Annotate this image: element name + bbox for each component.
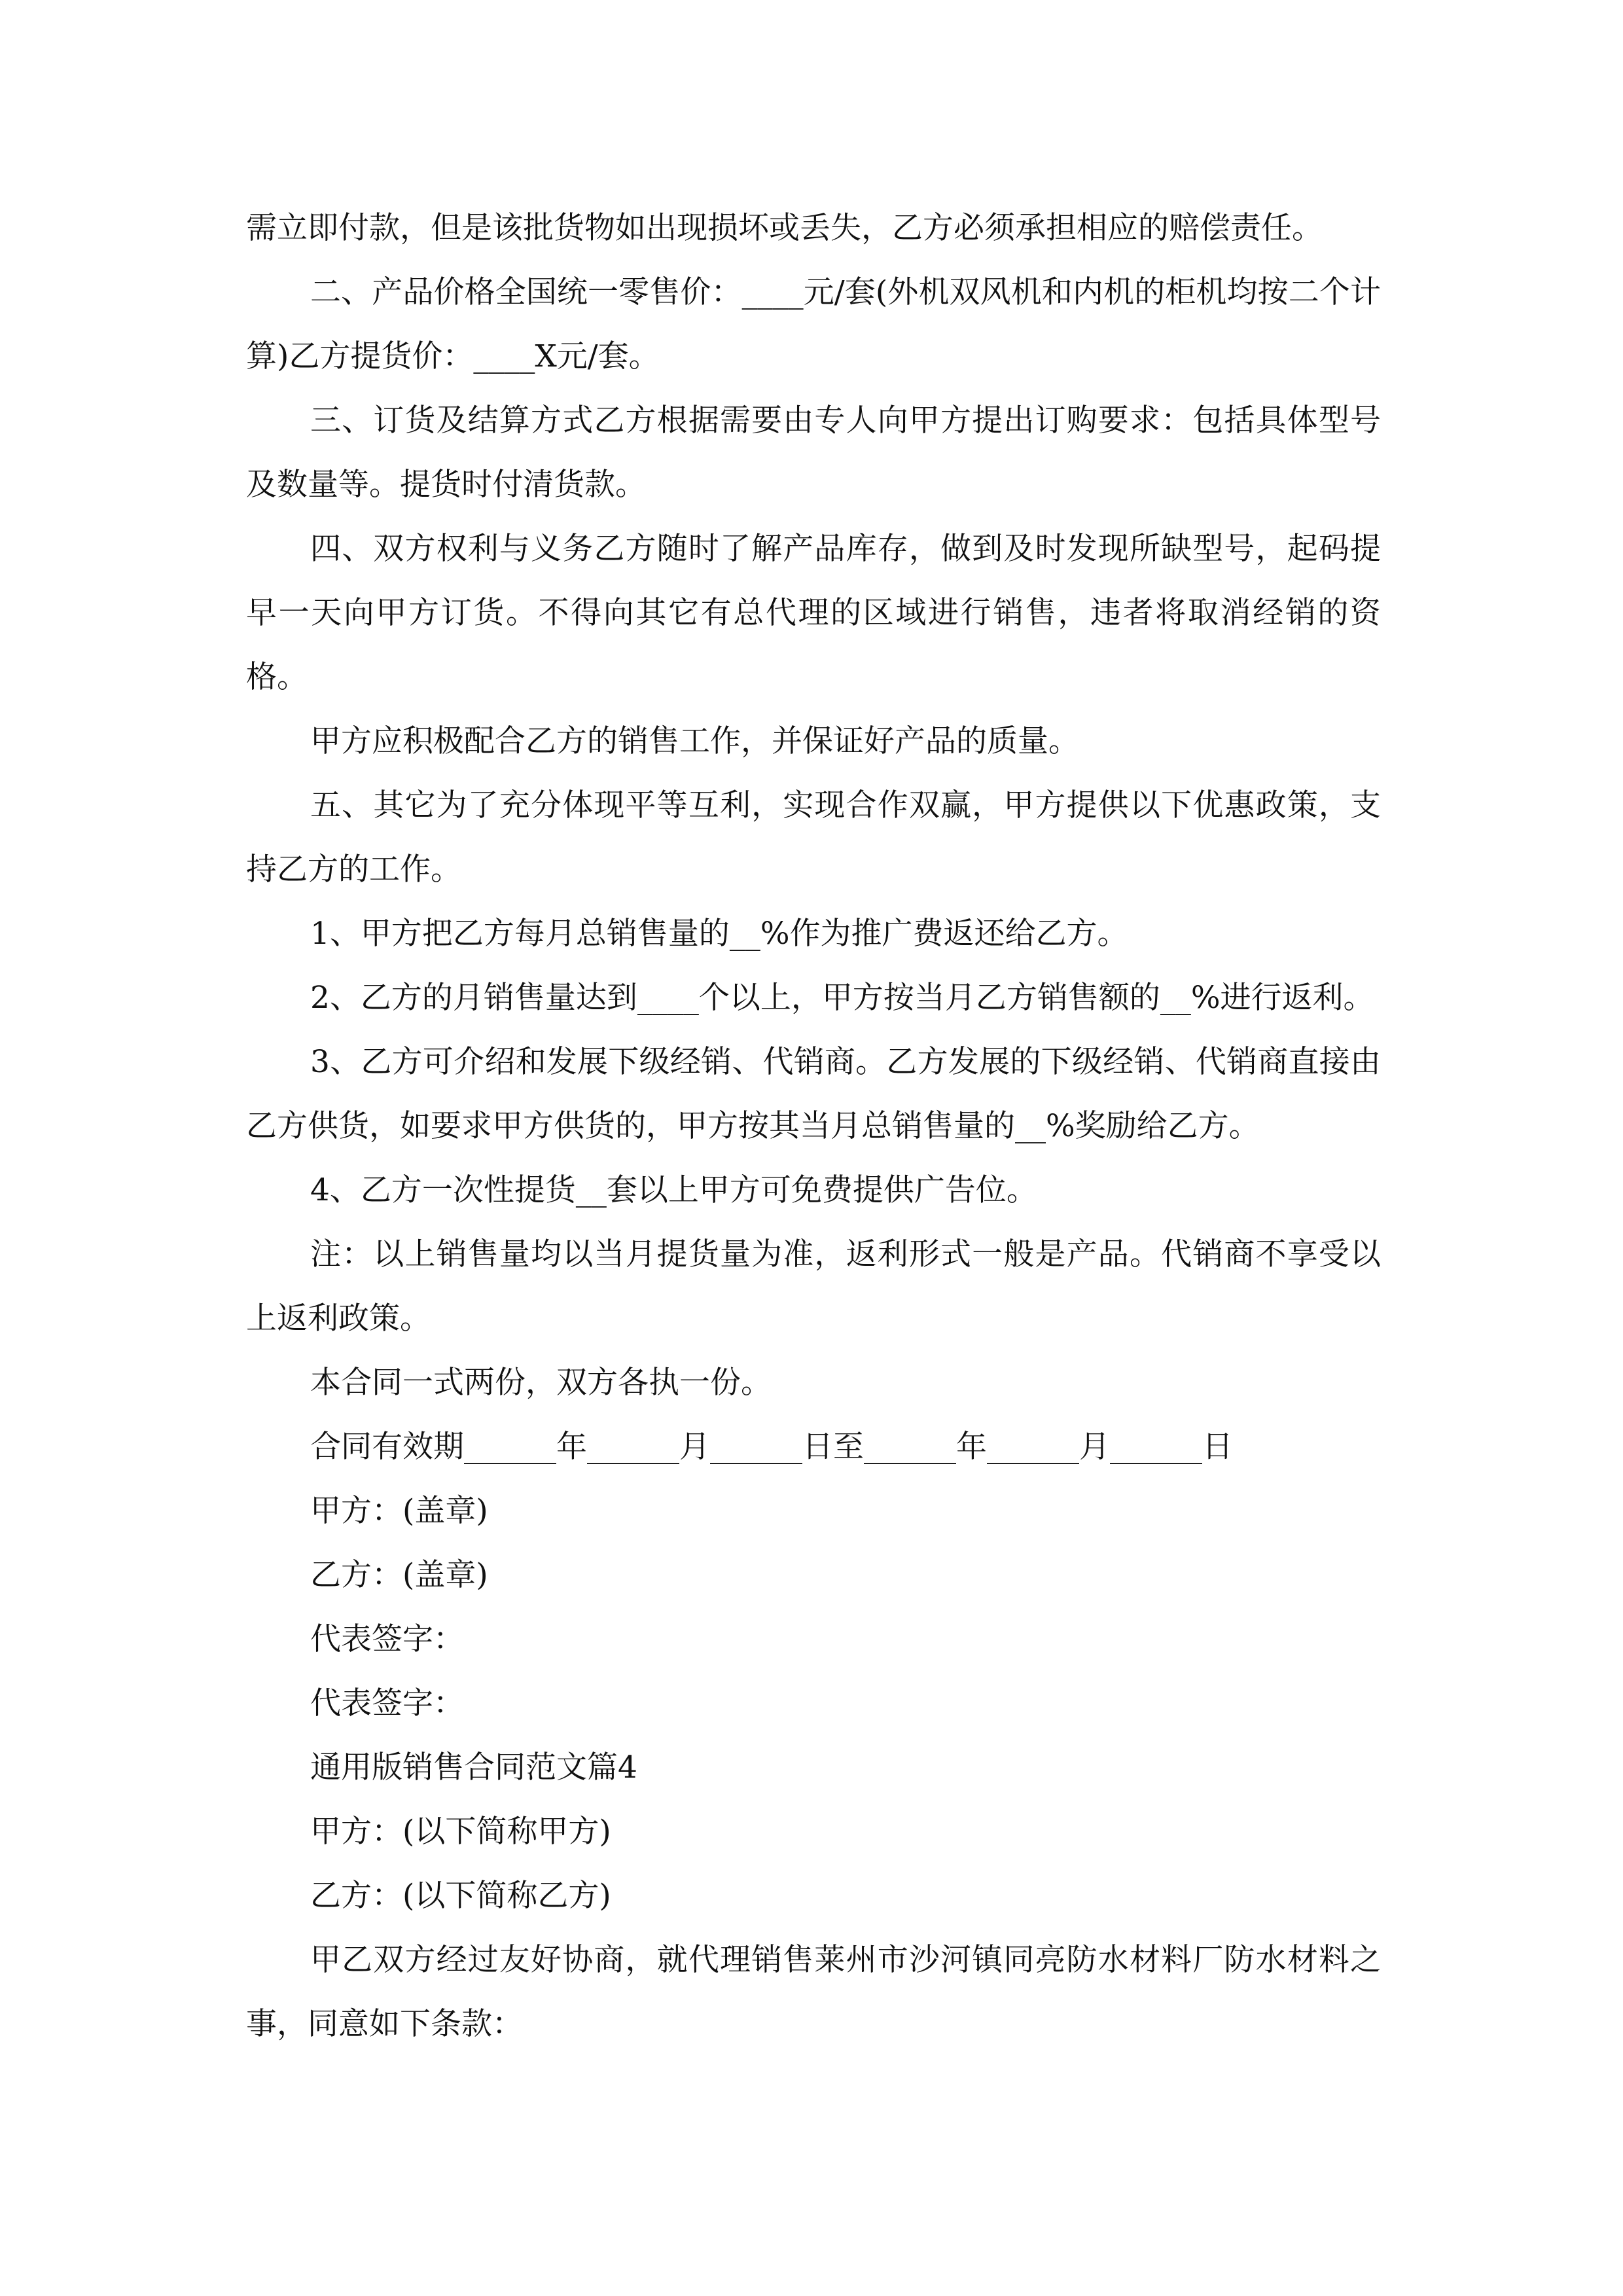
paragraph-ordering-settlement: 三、订货及结算方式乙方根据需要由专人向甲方提出订购要求：包括具体型号及数量等。提货时付清货款。	[246, 403, 1381, 503]
signature-representative-1: 代表签字：	[310, 1621, 464, 1657]
paragraph-product-price: 二、产品价格全国统一零售价：____元/套(外机双风机和内机的柜机均按二个计算)乙方提货价：____X元/套。	[246, 274, 1381, 374]
paragraph-copies: 本合同一式两份，双方各执一份。	[310, 1365, 772, 1401]
paragraph-party-a-cooperation: 甲方应积极配合乙方的销售工作，并保证好产品的质量。	[310, 723, 1079, 759]
section-heading-template-4: 通用版销售合同范文篇4	[310, 1749, 637, 1785]
paragraph-other-policies: 五、其它为了充分体现平等互利，实现合作双赢，甲方提供以下优惠政策，支持乙方的工作。	[246, 787, 1381, 888]
signature-party-b-seal: 乙方：(盖章)	[310, 1557, 488, 1593]
paragraph-item-4: 4、乙方一次性提货__套以上甲方可免费提供广告位。	[310, 1172, 1037, 1208]
paragraph-note: 注：以上销售量均以当月提货量为准，返利形式一般是产品。代销商不享受以上返利政策。	[246, 1236, 1381, 1336]
paragraph-item-2: 2、乙方的月销售量达到____个以上，甲方按当月乙方销售额的__%进行返利。	[310, 980, 1374, 1016]
paragraph-rights-obligations: 四、双方权利与义务乙方随时了解产品库存，做到及时发现所缺型号，起码提早一天向甲方订货。不得向其它有总代理的区域进行销售，违者将取消经销的资格。	[246, 531, 1381, 695]
signature-representative-2: 代表签字：	[310, 1685, 464, 1721]
paragraph-item-1: 1、甲方把乙方每月总销售量的__%作为推广费返还给乙方。	[310, 916, 1128, 952]
paragraph-validity-period: 合同有效期______年______月______日至______年______月______日	[310, 1429, 1233, 1465]
paragraph-continuation: 需立即付款，但是该批货物如出现损坏或丢失，乙方必须承担相应的赔偿责任。	[246, 210, 1323, 246]
party-a-line: 甲方：(以下简称甲方)	[310, 1814, 611, 1850]
party-b-line: 乙方：(以下简称乙方)	[310, 1878, 611, 1914]
paragraph-agreement-intro: 甲乙双方经过友好协商，就代理销售莱州市沙河镇同亮防水材料厂防水材料之事，同意如下条款：	[246, 1942, 1381, 2042]
signature-party-a-seal: 甲方：(盖章)	[310, 1493, 488, 1529]
paragraph-item-3: 3、乙方可介绍和发展下级经销、代销商。乙方发展的下级经销、代销商直接由乙方供货，如要求甲方供货的，甲方按其当月总销售量的__%奖励给乙方。	[246, 1044, 1381, 1144]
document-body	[246, 196, 1381, 2056]
